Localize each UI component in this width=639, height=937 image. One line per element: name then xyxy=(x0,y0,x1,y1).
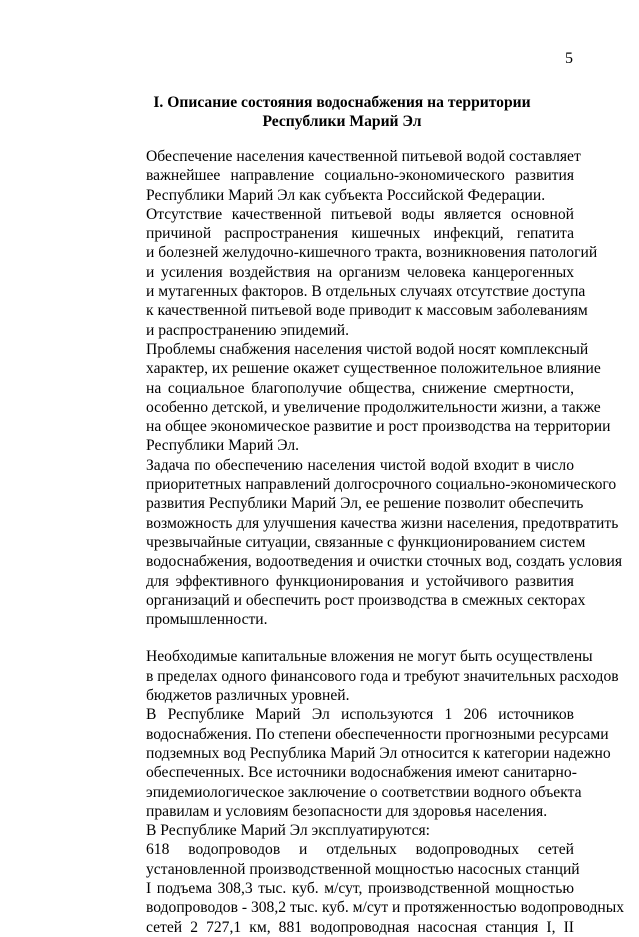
paragraph-line: промышленности. xyxy=(146,611,268,629)
paragraph xyxy=(110,705,611,821)
paragraph-line: к качественной питьевой воде приводит к массовым заболеваниям xyxy=(146,302,588,320)
paragraph-line: I подъема 308,3 тыс. куб. м/сут, производственной мощностью xyxy=(146,879,574,897)
paragraph-line: характер, их решение окажет существенное положительное влияние xyxy=(146,360,601,378)
paragraph xyxy=(110,340,611,456)
paragraph-line: и усиления воздействия на организм человека канцерогенных xyxy=(146,263,574,281)
paragraph-line: организаций и обеспечить рост производства в смежных секторах xyxy=(146,591,586,609)
paragraph-line: водопроводов - 308,2 тыс. куб. м/сут и протяженностью водопроводных xyxy=(146,899,625,917)
paragraph-line: обеспеченных. Все источники водоснабжения имеют санитарно- xyxy=(146,764,577,782)
paragraph xyxy=(110,840,625,936)
paragraph-line: возможность для улучшения качества жизни населения, предотвратить xyxy=(146,514,619,532)
paragraph xyxy=(110,821,574,840)
paragraph-line: бюджетов различных уровней. xyxy=(146,687,350,705)
paragraph-line: В Республике Марий Эл используются 1 206 источников xyxy=(146,706,574,724)
section-heading xyxy=(110,93,574,131)
paragraph-line: и болезней желудочно-кишечного тракта, возникновения патологий xyxy=(146,244,598,262)
section-heading-line-2: Республики Марий Эл xyxy=(262,113,422,130)
paragraph-line: в пределах одного финансового года и требуют значительных расходов xyxy=(146,667,619,685)
paragraph-line: и распространению эпидемий. xyxy=(146,321,350,339)
paragraph-line: В Республике Марий Эл эксплуатируются: xyxy=(146,822,431,840)
paragraph-line: водоснабжения, водоотведения и очистки сточных вод, создать условия xyxy=(146,553,622,571)
paragraph-line: на общее экономическое развитие и рост производства на территории xyxy=(146,418,611,436)
section-heading-line-1: I. Описание состояния водоснабжения на территории xyxy=(153,94,531,111)
paragraph-line: развития Республики Марий Эл, ее решение позволит обеспечить xyxy=(146,495,584,513)
paragraph-line: важнейшее направление социально-экономического развития xyxy=(146,167,574,185)
paragraph-line: Отсутствие качественной питьевой воды является основной xyxy=(146,205,574,223)
paragraph-line: Задача по обеспечению населения чистой водой входит в число xyxy=(146,456,574,474)
body-text xyxy=(110,147,625,937)
paragraph-line: чрезвычайные ситуации, связанные с функционированием систем xyxy=(146,533,586,551)
paragraph-line: особенно детской, и увеличение продолжительности жизни, а также xyxy=(146,398,601,416)
paragraph xyxy=(110,205,598,340)
paragraph xyxy=(110,456,622,630)
paragraph-line: на социальное благополучие общества, снижение смертности, xyxy=(146,379,574,397)
page-number: 5 xyxy=(565,50,573,67)
paragraph-line: подземных вод Республика Марий Эл относится к категории надежно xyxy=(146,744,611,762)
paragraph xyxy=(110,647,619,705)
paragraph-line: Обеспечение населения качественной питьевой водой составляет xyxy=(146,148,581,165)
paragraph-line: Республики Марий Эл. xyxy=(146,437,300,455)
paragraph-line: приоритетных направлений долгосрочного социально-экономического xyxy=(146,476,617,494)
paragraph-line: 618 водопроводов и отдельных водопроводных сетей xyxy=(146,841,574,859)
paragraph-line: причиной распространения кишечных инфекций, гепатита xyxy=(146,225,574,243)
paragraph-line: для эффективного функционирования и устойчивого развития xyxy=(146,572,574,590)
paragraph-line: правилам и условиям безопасности для здоровья населения. xyxy=(146,802,548,820)
paragraph xyxy=(110,147,581,205)
paragraph-line: и мутагенных факторов. В отдельных случаях отсутствие доступа xyxy=(146,283,586,301)
paragraph-line: установленной производственной мощностью насосных станций xyxy=(146,860,580,878)
paragraph-line: сетей 2 727,1 км, 881 водопроводная насосная станция I, II xyxy=(146,918,574,936)
paragraph-line: водоснабжения. По степени обеспеченности прогнозными ресурсами xyxy=(146,725,609,743)
paragraph-line: эпидемиологическое заключение о соответствии водного объекта xyxy=(146,783,582,801)
paragraph-line: Необходимые капитальные вложения не могут быть осуществлены xyxy=(146,648,593,666)
paragraph-line: Республики Марий Эл как субъекта Российской Федерации. xyxy=(146,186,546,204)
paragraph-line: Проблемы снабжения населения чистой водой носят комплексный xyxy=(146,340,589,358)
